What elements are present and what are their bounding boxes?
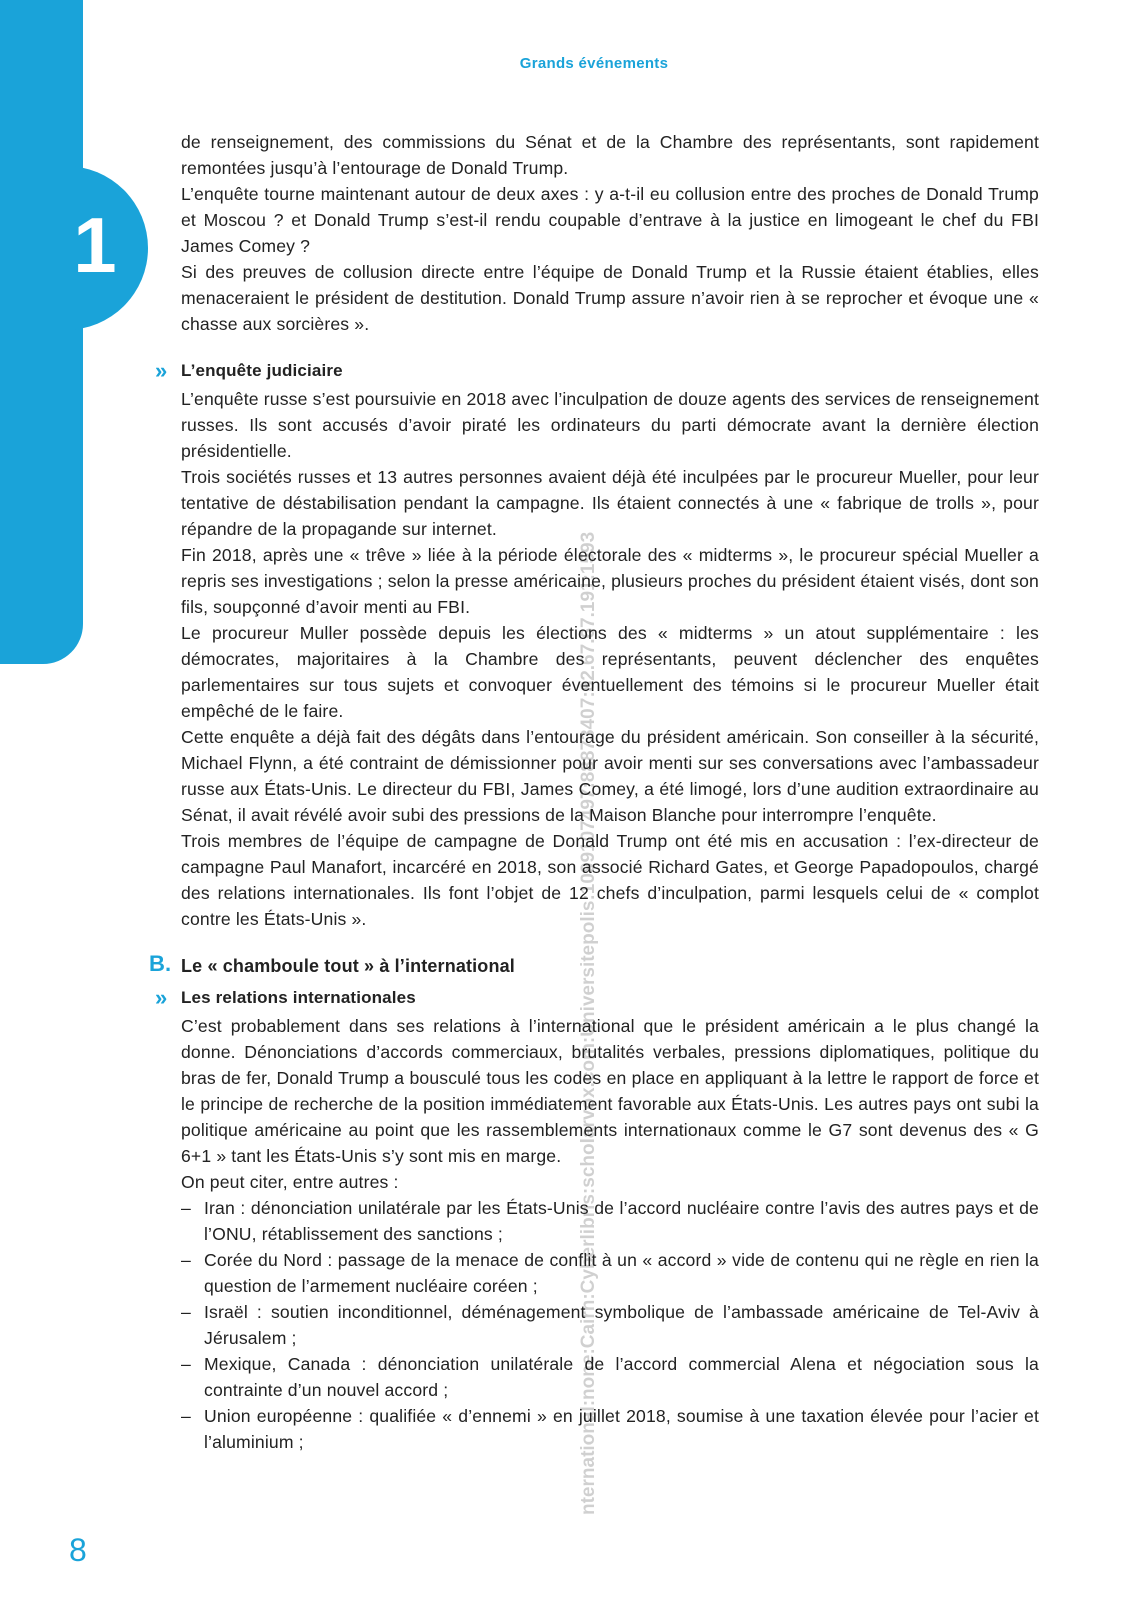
section-heading-b — [149, 951, 1039, 979]
chevron-right-icon: » — [155, 358, 168, 383]
paragraph: Trois membres de l’équipe de campagne de Donald Trump ont été mis en accusation : l’ex-directeur de campagne Paul Manafort, incarcéré en 2018, son associé Richard Gates, et George Papadopoulos, chargé des relations internationales. Ils font l’objet de 12 chefs d’inculpation, parmi lesquels celui de « complot contre les États-Unis ». — [181, 831, 1039, 929]
list-item-text: Union européenne : qualifiée « d’ennemi » en juillet 2018, soumise à une taxation élevée pour l’acier et l’aluminium ; — [204, 1406, 1039, 1452]
list-item — [181, 1299, 1039, 1351]
paragraph: Si des preuves de collusion directe entre l’équipe de Donald Trump et la Russie étaient établies, elles menaceraient le président de destitution. Donald Trump assure n’avoir rien à se reprocher et évoque une « chasse aux sorcières ». — [181, 262, 1039, 334]
subsection-heading-enquete — [155, 358, 1039, 384]
paragraph: On peut citer, entre autres : — [181, 1172, 399, 1192]
chapter-number: 1 — [73, 201, 117, 289]
paragraph: Le procureur Muller possède depuis les élections des « midterms » un atout supplémentaire : les démocrates, majoritaires à la Chambre des représentants, peuvent déclencher des enquêtes parlementaires sur tous sujets et convoquer éventuellement des témoins si le procureur Mueller était empêché de le faire. — [181, 623, 1039, 721]
subsection-title: Les relations internationales — [181, 988, 416, 1007]
chevron-right-icon: » — [155, 985, 168, 1010]
dash-bullet: – — [181, 1198, 191, 1218]
list-item-text: Corée du Nord : passage de la menace de conflit à un « accord » vide de contenu qui ne règle en rien la question de l’armement nucléaire coréen ; — [204, 1250, 1039, 1296]
dash-bullet: – — [181, 1250, 191, 1270]
paragraph: de renseignement, des commissions du Sénat et de la Chambre des représentants, sont rapidement remontées jusqu’à l’entourage de Donald Trump. — [181, 132, 1039, 178]
chapter-side-tab — [0, 0, 83, 664]
paragraph: L’enquête tourne maintenant autour de deux axes : y a-t-il eu collusion entre des proches de Donald Trump et Moscou ? et Donald Trump s’est-il rendu coupable d’entrave à la justice en limogeant le chef du FBI James Comey ? — [181, 184, 1039, 256]
list-item — [181, 1351, 1039, 1403]
list-item — [181, 1403, 1039, 1455]
page-number: 8 — [69, 1532, 87, 1568]
running-header: Grands événements — [519, 55, 669, 72]
list-item-text: Iran : dénonciation unilatérale par les États-Unis de l’accord nucléaire contre l’avis des autres pays et de l’ONU, rétablissement des sanctions ; — [204, 1198, 1039, 1244]
page-content — [149, 129, 1039, 1455]
dash-bullet: – — [181, 1302, 191, 1322]
section-letter: B. — [149, 951, 172, 976]
paragraph: C’est probablement dans ses relations à l’international que le président américain a le plus changé la donne. Dénonciations d’accords commerciaux, brutalités verbales, pressions diplomatiques, politique du bras de fer, Donald Trump a bousculé tous les codes en place en appliquant à la lettre le rapport de force et le principe de recherche de la position immédiatement favorable aux États-Unis. Les autres pays ont subi la politique américaine au point que les rassemblements internationaux comme le G7 sont devenus des « G 6+1 » tant les États-Unis s’y sont mis en marge. — [181, 1016, 1039, 1166]
watermark-text: nternational:none:Cairn:Cyberlibris:scholarvox.com:Universitepolis:1099107497:88873407:82.67.67.191:1593 — [578, 531, 599, 1515]
paragraph: Trois sociétés russes et 13 autres personnes avaient déjà été inculpées par le procureur Mueller, pour leur tentative de déstabilisation pendant la campagne. Ils étaient connectés à une « fabrique de trolls », pour répandre de la propagande sur internet. — [181, 467, 1039, 539]
section-title: Le « chamboule tout » à l’international — [181, 956, 515, 976]
list-item — [181, 1247, 1039, 1299]
list-item — [181, 1195, 1039, 1247]
list-item-text: Mexique, Canada : dénonciation unilatérale de l’accord commercial Alena et négociation sous la contrainte d’un nouvel accord ; — [204, 1354, 1039, 1400]
country-list — [181, 1195, 1039, 1455]
dash-bullet: – — [181, 1406, 191, 1426]
paragraph: L’enquête russe s’est poursuivie en 2018 avec l’inculpation de douze agents des services de renseignement russes. Ils sont accusés d’avoir piraté les ordinateurs du parti démocrate avant la dernière élection présidentielle. — [181, 389, 1039, 461]
subsection-title: L’enquête judiciaire — [181, 361, 343, 380]
paragraph: Cette enquête a déjà fait des dégâts dans l’entourage du président américain. Son conseiller à la sécurité, Michael Flynn, a été contraint de démissionner pour avoir menti sur ses conversations avec l’ambassadeur russe aux États-Unis. Le directeur du FBI, James Comey, a été limogé, lors d’une audition extraordinaire au Sénat, il avait révélé avoir subi des pressions de la Maison Blanche pour interrompre l’enquête. — [181, 727, 1039, 825]
subsection-heading-relations — [155, 985, 1039, 1011]
dash-bullet: – — [181, 1354, 191, 1374]
list-item-text: Israël : soutien inconditionnel, déménagement symbolique de l’ambassade américaine de Tel-Aviv à Jérusalem ; — [204, 1302, 1039, 1348]
paragraph: Fin 2018, après une « trêve » liée à la période électorale des « midterms », le procureur spécial Mueller a repris ses investigations ; selon la presse américaine, plusieurs proches du président étaient visés, dont son fils, soupçonné d’avoir menti au FBI. — [181, 545, 1039, 617]
